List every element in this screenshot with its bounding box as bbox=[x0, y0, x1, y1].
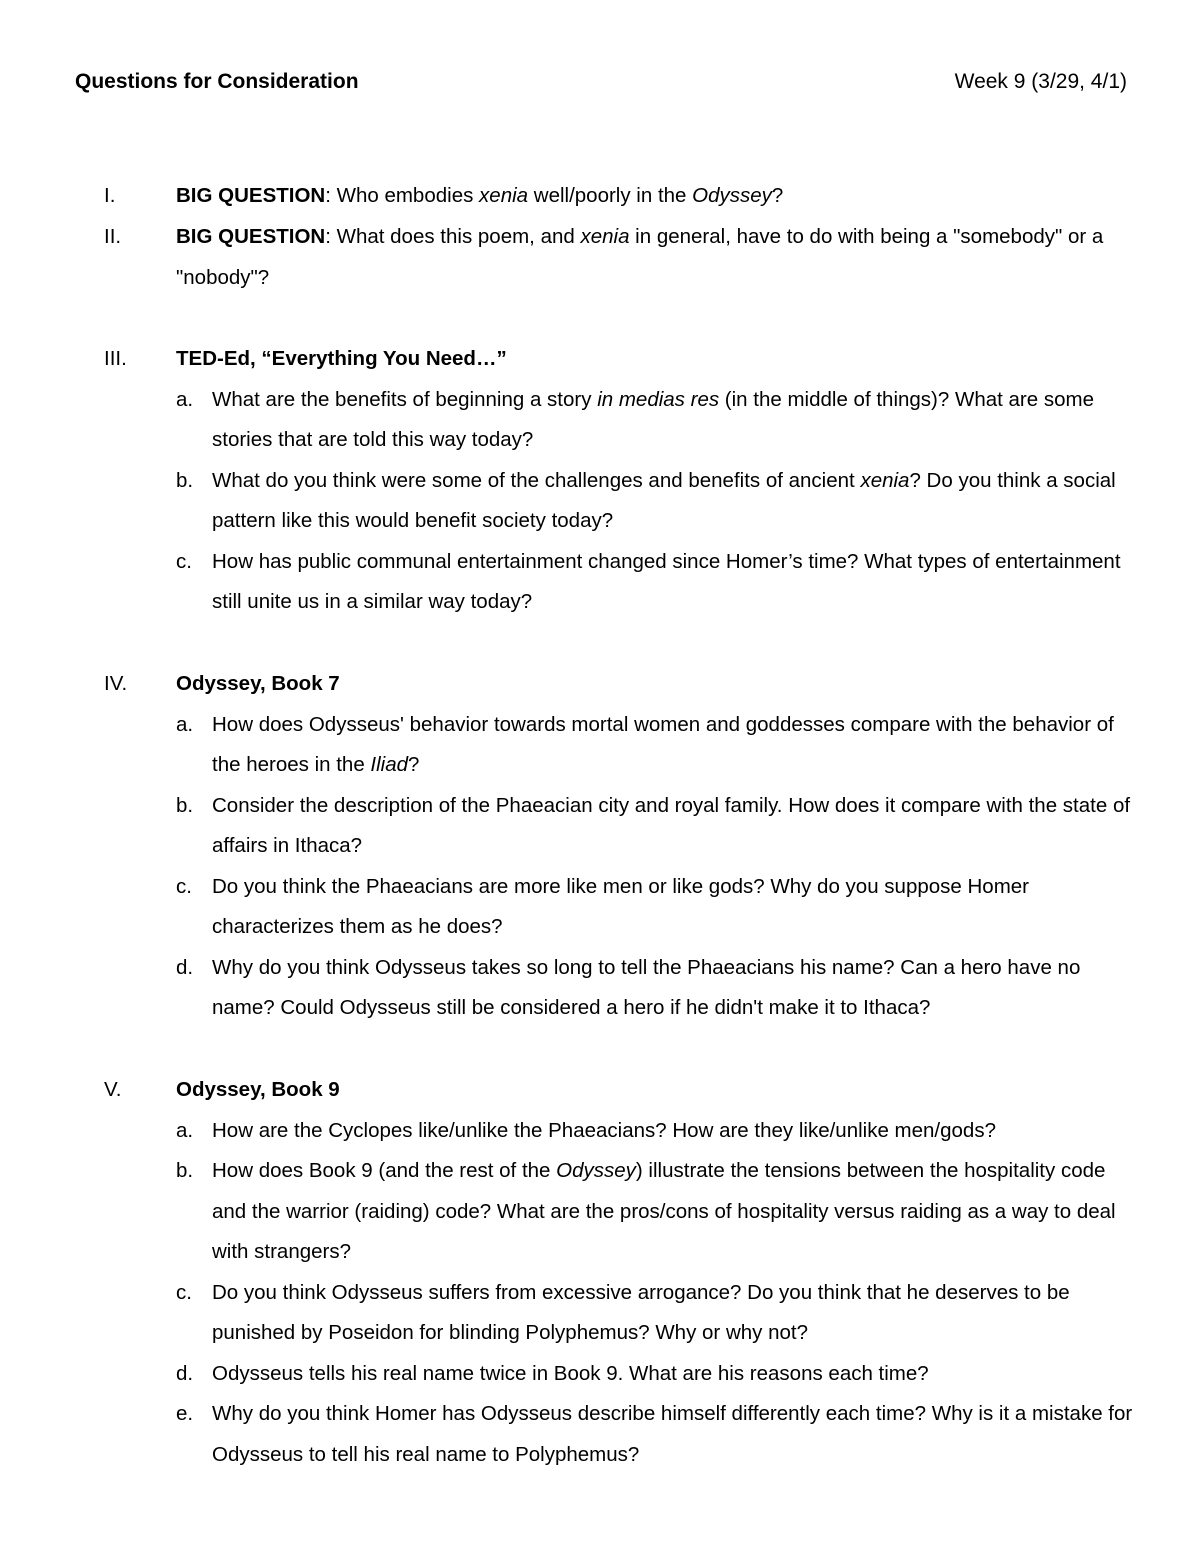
italic-term: xenia bbox=[580, 225, 630, 248]
item-letter: a. bbox=[176, 712, 194, 736]
question-text: Why do you think Homer has Odysseus describe himself differently each time? Why is it a mistake for Odysseus to tell his real name to Polyphemus? bbox=[212, 1402, 1133, 1466]
document-title: Questions for Consideration bbox=[75, 70, 359, 93]
question-item bbox=[0, 867, 1200, 948]
text-run: in general, have to do with being a "somebody" or a "nobody"? bbox=[176, 225, 1104, 289]
text-run: ? Do you think a social pattern like this would benefit society today? bbox=[212, 468, 1116, 532]
section-ted-ed bbox=[0, 339, 1200, 623]
text-run: What are the benefits of beginning a story bbox=[212, 387, 598, 411]
italic-term: xenia bbox=[860, 468, 910, 492]
big-question-text bbox=[176, 176, 1136, 217]
item-letter: a. bbox=[176, 1118, 194, 1142]
question-item bbox=[0, 1111, 1200, 1152]
section-numeral: I. bbox=[104, 184, 116, 207]
big-question-label: BIG QUESTION bbox=[176, 225, 326, 248]
section-title: TED-Ed, “Everything You Need…” bbox=[176, 347, 507, 370]
question-text: Do you think the Phaeacians are more like men or like gods? Why do you suppose Homer characterizes them as he does? bbox=[212, 874, 1030, 938]
question-item bbox=[0, 1354, 1200, 1395]
question-text bbox=[212, 461, 1142, 542]
section-numeral: V. bbox=[104, 1078, 122, 1101]
question-text: Do you think Odysseus suffers from excessive arrogance? Do you think that he deserves to be punished by Poseidon for blinding Polyphemus? Why or why not? bbox=[212, 1280, 1070, 1344]
text-run: : Who embodies bbox=[325, 184, 480, 207]
question-item bbox=[0, 461, 1200, 542]
italic-title: Odyssey bbox=[692, 184, 772, 207]
question-item bbox=[0, 1394, 1200, 1475]
question-item bbox=[0, 380, 1200, 461]
item-letter: d. bbox=[176, 1361, 194, 1385]
question-item bbox=[0, 705, 1200, 786]
text-run: (in the middle of things)? What are some stories that are told this way today? bbox=[212, 387, 1094, 451]
italic-term: in medias res bbox=[597, 387, 720, 411]
item-letter: b. bbox=[176, 468, 194, 492]
text-run: How does Book 9 (and the rest of the bbox=[212, 1159, 557, 1182]
question-item bbox=[0, 1273, 1200, 1354]
page-header bbox=[75, 70, 1127, 94]
question-text bbox=[212, 705, 1142, 786]
section-title: Odyssey, Book 9 bbox=[176, 1078, 340, 1101]
italic-title: Odyssey bbox=[556, 1159, 636, 1182]
question-item bbox=[0, 542, 1200, 623]
section-odyssey-book-9 bbox=[0, 1070, 1200, 1475]
section-big-question-2 bbox=[0, 217, 1200, 289]
section-odyssey-book-7 bbox=[0, 664, 1200, 1029]
italic-title: Iliad bbox=[370, 753, 409, 776]
item-letter: d. bbox=[176, 955, 194, 979]
item-letter: b. bbox=[176, 1159, 194, 1182]
text-run: ) illustrate the tensions between the hospitality code and the warrior (raiding) code? What are the pros/cons of hospitality versus raiding as a way to deal with strangers? bbox=[212, 1159, 1116, 1263]
item-letter: e. bbox=[176, 1402, 194, 1425]
item-letter: c. bbox=[176, 1280, 192, 1304]
item-letter: c. bbox=[176, 874, 192, 898]
question-text: Odysseus tells his real name twice in Book 9. What are his reasons each time? bbox=[212, 1361, 929, 1385]
section-numeral: IV. bbox=[104, 672, 128, 695]
question-text: How are the Cyclopes like/unlike the Phaeacians? How are they like/unlike men/gods? bbox=[212, 1118, 996, 1142]
text-run: well/poorly in the bbox=[528, 184, 693, 207]
week-label: Week 9 (3/29, 4/1) bbox=[954, 70, 1127, 93]
italic-term: xenia bbox=[479, 184, 529, 207]
question-text bbox=[212, 1151, 1142, 1273]
section-numeral: III. bbox=[104, 347, 127, 370]
section-numeral: II. bbox=[104, 225, 122, 248]
text-run: ? bbox=[408, 753, 420, 776]
question-item bbox=[0, 948, 1200, 1029]
big-question-text bbox=[176, 217, 1136, 298]
text-run: How does Odysseus' behavior towards mortal women and goddesses compare with the behavior of the heroes in the bbox=[212, 712, 1114, 776]
question-item bbox=[0, 786, 1200, 867]
question-item bbox=[0, 1151, 1200, 1273]
text-run: : What does this poem, and bbox=[325, 225, 581, 248]
item-letter: a. bbox=[176, 387, 194, 411]
item-letter: b. bbox=[176, 793, 194, 817]
text-run: What do you think were some of the challenges and benefits of ancient bbox=[212, 468, 861, 492]
question-text bbox=[212, 380, 1142, 461]
section-title: Odyssey, Book 7 bbox=[176, 672, 340, 695]
section-big-question-1 bbox=[0, 176, 1200, 217]
text-run: ? bbox=[771, 184, 784, 207]
big-question-label: BIG QUESTION bbox=[176, 184, 326, 207]
question-text: Why do you think Odysseus takes so long to tell the Phaeacians his name? Can a hero have no name? Could Odysseus still be considered a hero if he didn't make it to Ithaca? bbox=[212, 955, 1081, 1019]
question-text: How has public communal entertainment changed since Homer’s time? What types of entertainment still unite us in a similar way today? bbox=[212, 549, 1121, 613]
question-text: Consider the description of the Phaeacian city and royal family. How does it compare with the state of affairs in Ithaca? bbox=[212, 793, 1131, 857]
item-letter: c. bbox=[176, 549, 192, 573]
